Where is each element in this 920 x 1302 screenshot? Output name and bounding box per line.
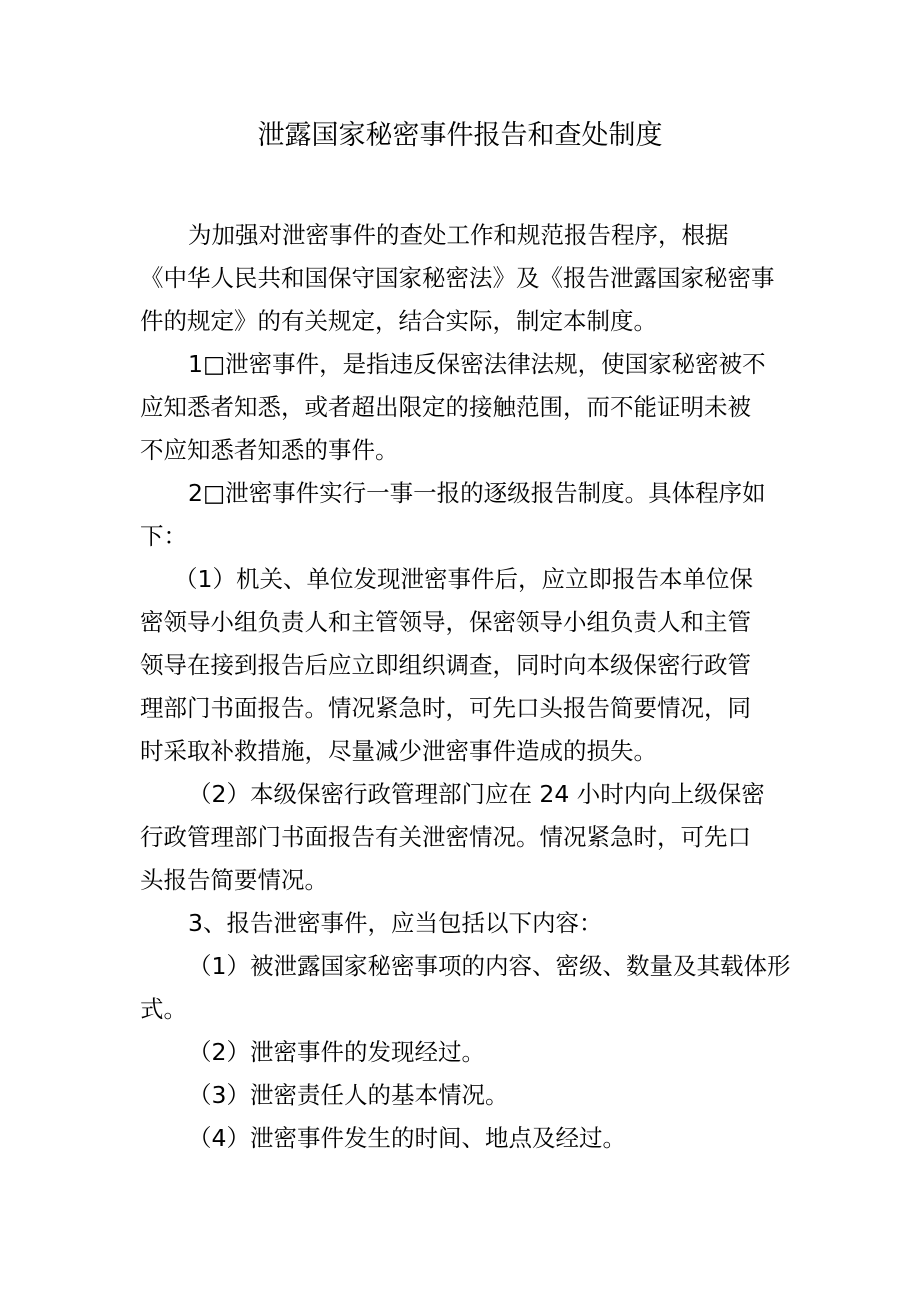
document-title: 泄露国家秘密事件报告和查处制度 [257, 120, 663, 151]
body-line: 式。 [140, 995, 187, 1023]
body-line: （2）泄密事件的发现经过。 [188, 1038, 485, 1066]
body-line: （2）本级保密行政管理部门应在 24 小时内向上级保密 [188, 780, 765, 808]
body-line: 不应知悉者知悉的事件。 [140, 436, 399, 464]
body-line: （3）泄密责任人的基本情况。 [188, 1081, 509, 1109]
body-line: 领导在接到报告后应立即组织调查，同时向本级保密行政管 [140, 651, 751, 679]
body-line: 2□泄密事件实行一事一报的逐级报告制度。具体程序如 [188, 479, 766, 507]
body-line: 1□泄密事件，是指违反保密法律法规，使国家秘密被不 [188, 350, 766, 378]
body-line: 件的规定》的有关规定，结合实际，制定本制度。 [140, 307, 657, 335]
body-line: 理部门书面报告。情况紧急时，可先口头报告简要情况，同 [140, 694, 751, 722]
body-line: （1）机关、单位发现泄密事件后，应立即报告本单位保 [174, 565, 753, 593]
body-line: 3、报告泄密事件，应当包括以下内容： [188, 909, 603, 937]
body-line: 时采取补救措施，尽量减少泄密事件造成的损失。 [140, 737, 657, 765]
body-line: （1）被泄露国家秘密事项的内容、密级、数量及其载体形 [188, 952, 791, 980]
body-line: 《中华人民共和国保守国家秘密法》及《报告泄露国家秘密事 [140, 264, 775, 292]
body-line: 行政管理部门书面报告有关泄密情况。情况紧急时，可先口 [140, 823, 751, 851]
body-line: 应知悉者知悉，或者超出限定的接触范围，而不能证明未被 [140, 393, 751, 421]
body-line: 头报告简要情况。 [140, 866, 328, 894]
body-line: （4）泄密事件发生的时间、地点及经过。 [188, 1124, 626, 1152]
body-line: 密领导小组负责人和主管领导，保密领导小组负责人和主管 [140, 608, 751, 636]
body-line: 下： [140, 522, 187, 550]
body-line: 为加强对泄密事件的查处工作和规范报告程序，根据 [188, 221, 729, 249]
